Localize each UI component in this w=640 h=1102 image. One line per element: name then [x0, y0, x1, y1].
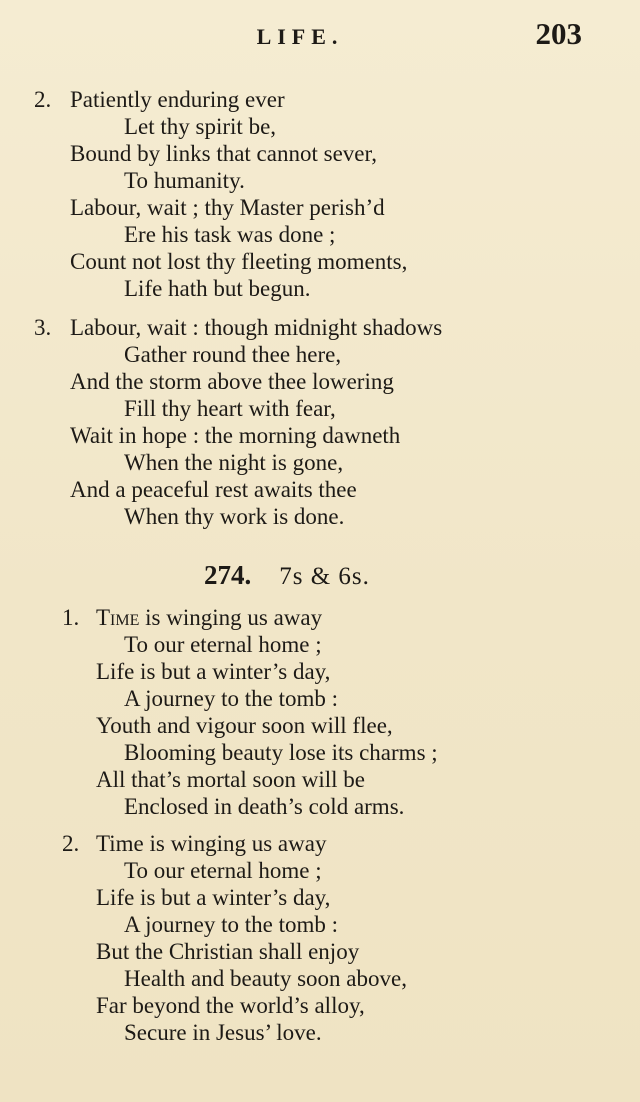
verse-line — [96, 604, 322, 631]
verse-line: Life is but a winter’s day, — [96, 885, 331, 910]
stanza-number: 2. — [34, 87, 52, 112]
verse-line: Health and beauty soon above, — [124, 966, 407, 991]
verse-line: Blooming beauty lose its charms ; — [124, 740, 438, 765]
verse-line: Labour, wait : though midnight shadows — [70, 315, 443, 340]
verse-line: Life is but a winter’s day, — [96, 659, 331, 684]
verse-line: Secure in Jesus’ love. — [124, 1020, 322, 1045]
verse-line: A journey to the tomb : — [124, 686, 339, 711]
verse-line: Enclosed in death’s cold arms. — [124, 794, 405, 819]
verse-line: When the night is gone, — [124, 450, 344, 475]
running-title: LIFE. — [256, 24, 344, 49]
hymn-number: 274. — [204, 560, 252, 590]
verse-line: All that’s mortal soon will be — [96, 767, 365, 792]
verse-line: Labour, wait ; thy Master perish’d — [70, 195, 385, 220]
verse-line: And a peaceful rest awaits thee — [70, 477, 357, 502]
verse-line: Ere his task was done ; — [124, 222, 336, 247]
verse-line: Let thy spirit be, — [124, 114, 277, 139]
verse-line: To humanity. — [124, 168, 245, 193]
verse-line: And the storm above thee lowering — [70, 369, 394, 394]
verse-line: Youth and vigour soon will flee, — [96, 713, 393, 738]
stanza-number: 3. — [34, 315, 52, 340]
verse-line: When thy work is done. — [124, 504, 345, 529]
verse-line: Time is winging us away — [96, 831, 327, 856]
verse-line: Gather round thee here, — [124, 342, 342, 367]
stanza-number: 1. — [62, 605, 80, 630]
first-line-rest: is winging us away — [139, 605, 323, 630]
verse-line: Wait in hope : the morning dawneth — [70, 423, 401, 448]
verse-line: To our eternal home ; — [124, 858, 322, 883]
hymn-heading — [204, 560, 370, 591]
verse-line: Count not lost thy fleeting moments, — [70, 249, 408, 274]
page-number: 203 — [535, 16, 582, 51]
verse-line: Far beyond the world’s alloy, — [96, 993, 365, 1018]
verse-line: Life hath but begun. — [124, 276, 311, 301]
hymn-meter: 7s & 6s. — [279, 563, 370, 590]
verse-line: Fill thy heart with fear, — [124, 396, 336, 421]
verse-line: But the Christian shall enjoy — [96, 939, 360, 964]
verse-line: Bound by links that cannot sever, — [70, 141, 377, 166]
verse-line: To our eternal home ; — [124, 632, 322, 657]
verse-line: Patiently enduring ever — [70, 87, 285, 112]
first-word: Time — [96, 605, 140, 630]
stanza-number: 2. — [62, 831, 80, 856]
verse-line: A journey to the tomb : — [124, 912, 339, 937]
